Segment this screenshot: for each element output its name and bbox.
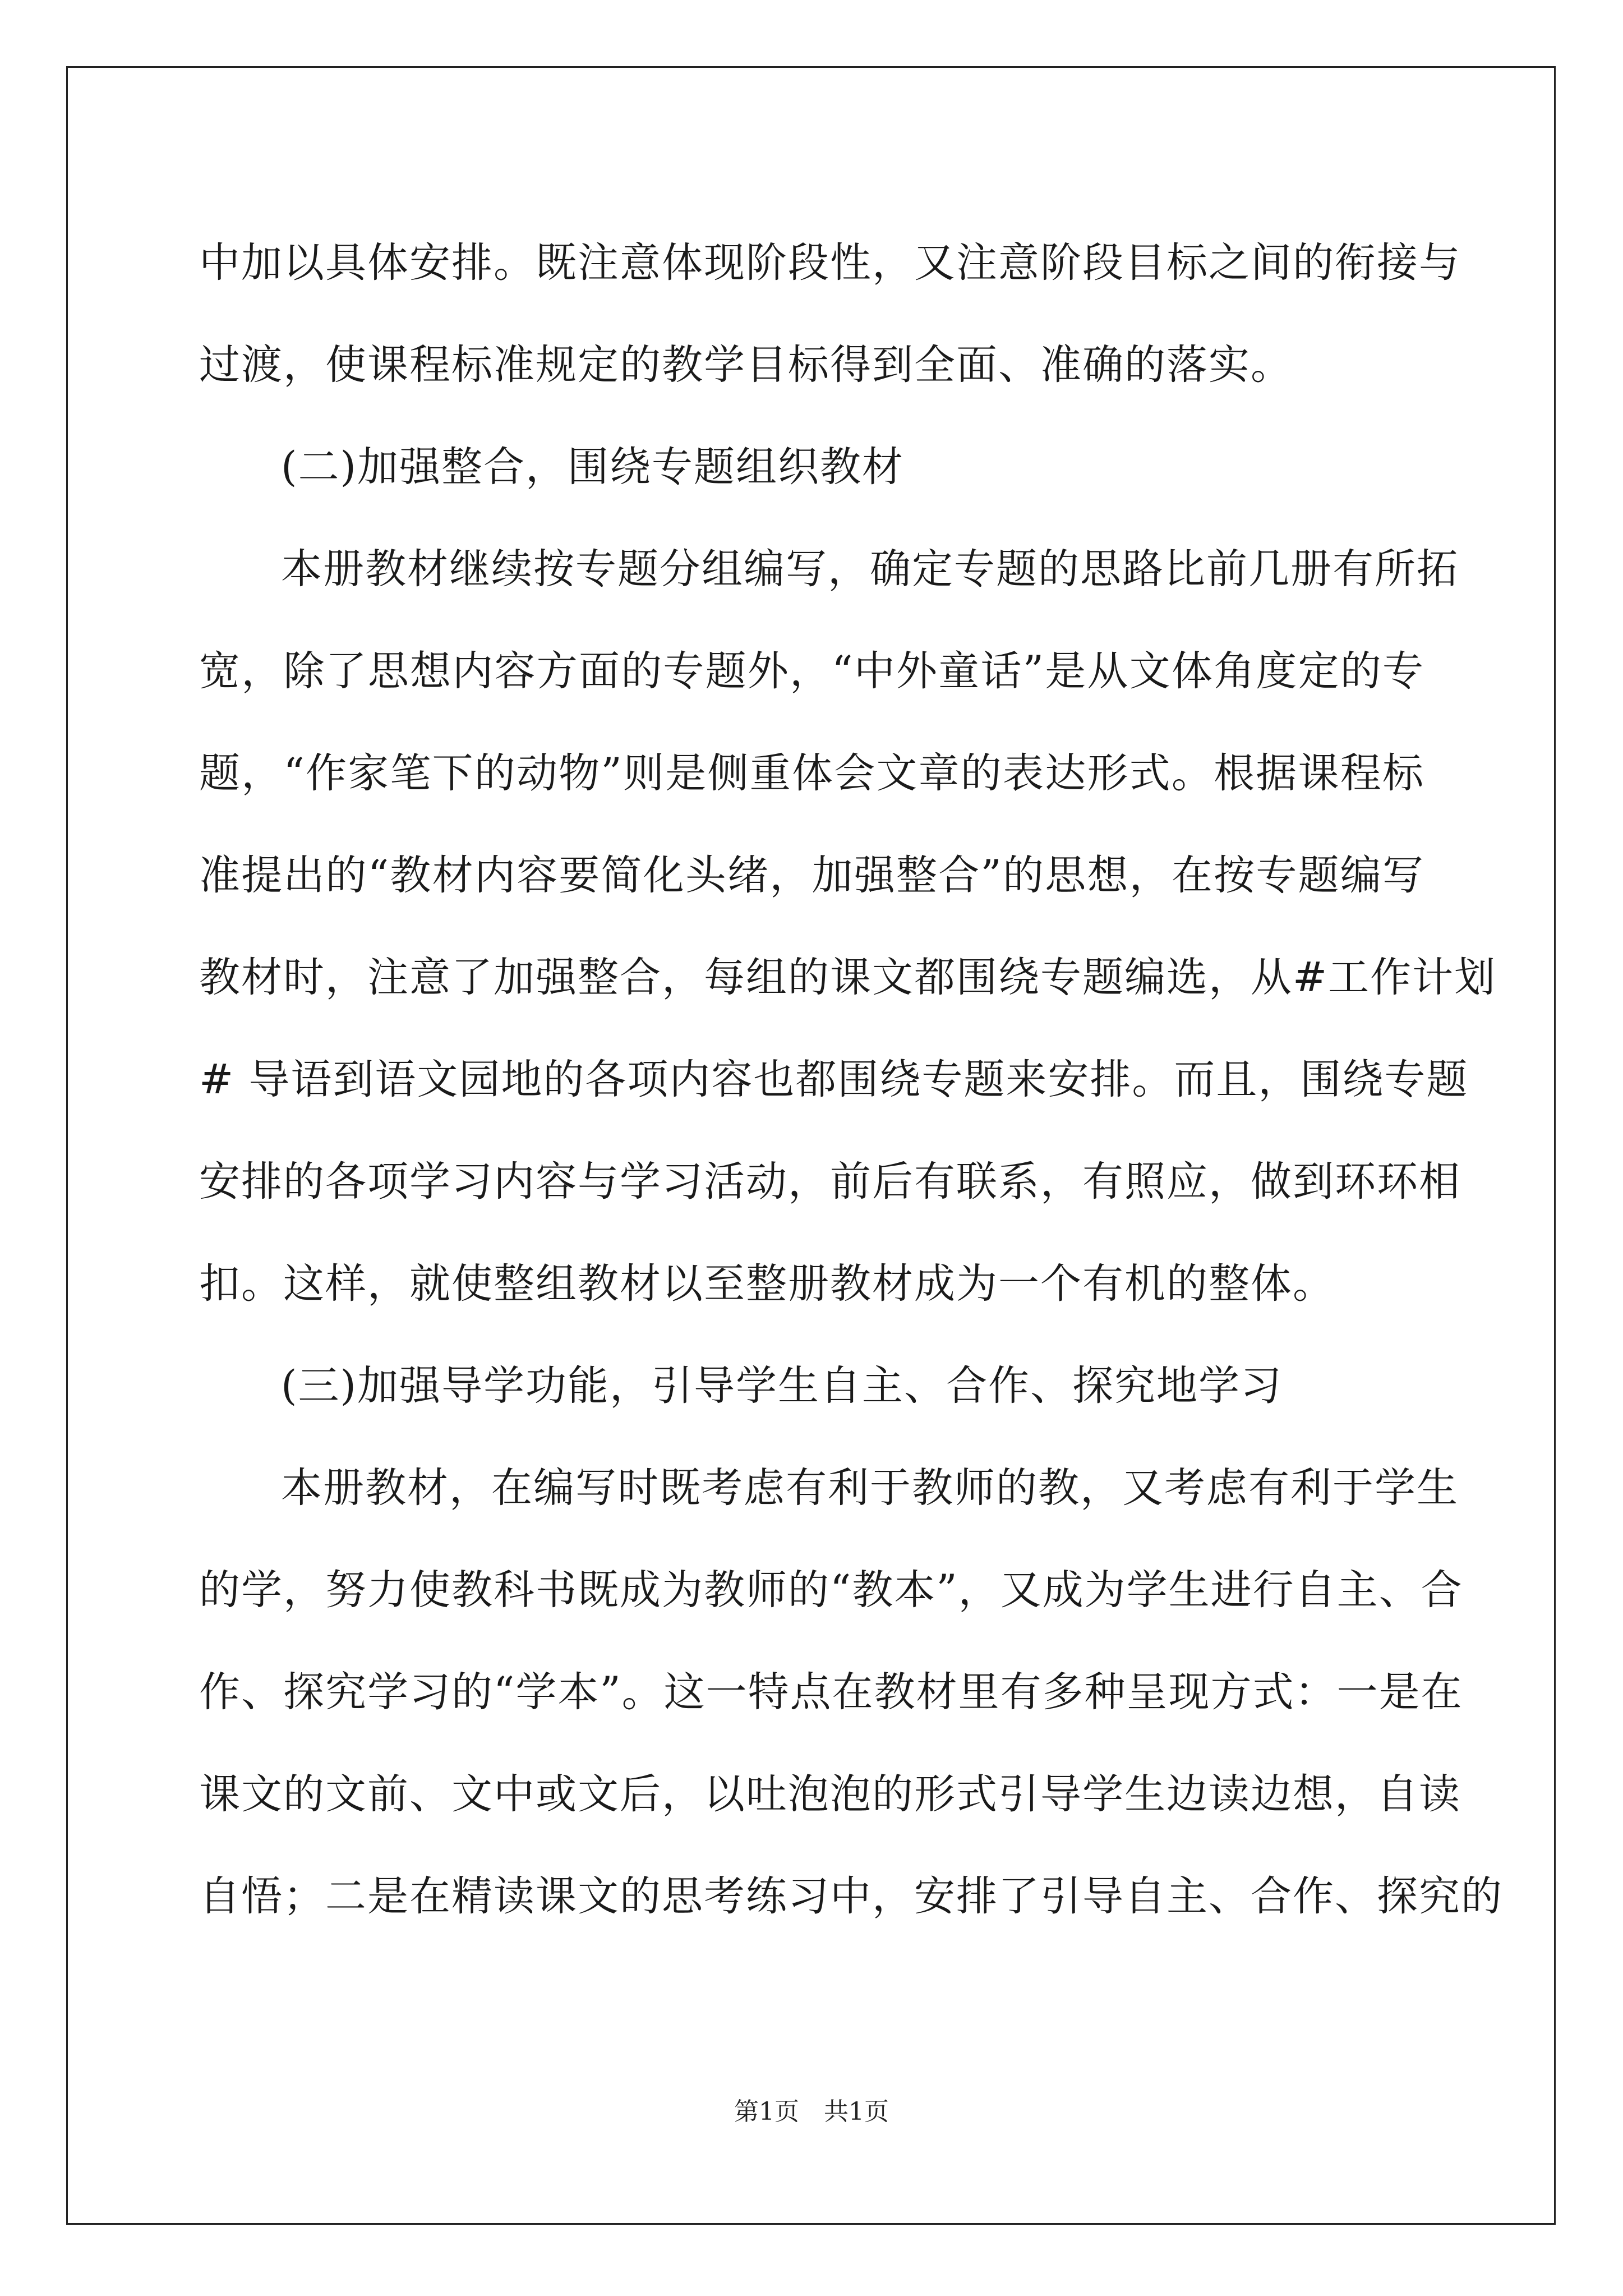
page-number: 第1页 共1页 — [734, 2097, 889, 2126]
section-heading: (二)加强整合，围绕专题组织教材 — [281, 443, 904, 491]
text-line: 的学，努力使教科书既成为教师的“教本”，又成为学生进行自主、合 — [199, 1566, 1463, 1614]
text-line: 作、探究学习的“学本”。这一特点在教材里有多种呈现方式：一是在 — [199, 1668, 1463, 1716]
section-heading: (三)加强导学功能，引导学生自主、合作、探究地学习 — [281, 1362, 1283, 1410]
text-line: 宽，除了思想内容方面的专题外，“中外童话”是从文体角度定的专 — [199, 647, 1424, 695]
text-line: 中加以具体安排。既注意体现阶段性，又注意阶段目标之间的衔接与 — [199, 239, 1461, 287]
text-line: 教材时，注意了加强整合，每组的课文都围绕专题编选，从#工作计划 — [199, 954, 1497, 1001]
document-body — [199, 212, 1503, 1948]
text-line: 扣。这样，就使整组教材以至整册教材成为一个有机的整体。 — [199, 1260, 1335, 1308]
text-line: 准提出的“教材内容要简化头绪，加强整合”的思想，在按专题编写 — [199, 852, 1424, 899]
text-line: 本册教材继续按专题分组编写，确定专题的思路比前几册有所拓 — [281, 545, 1459, 593]
text-line: # 导语到语文园地的各项内容也都围绕专题来安排。而且，围绕专题 — [199, 1056, 1469, 1103]
text-line: 自悟；二是在精读课文的思考练习中，安排了引导自主、合作、探究的 — [199, 1872, 1503, 1920]
text-line: 本册教材，在编写时既考虑有利于教师的教，又考虑有利于学生 — [281, 1464, 1459, 1512]
text-line: 课文的文前、文中或文后，以吐泡泡的形式引导学生边读边想，自读 — [199, 1770, 1461, 1818]
page-footer — [0, 2095, 1623, 2129]
text-line: 安排的各项学习内容与学习活动，前后有联系，有照应，做到环环相 — [199, 1158, 1461, 1205]
text-line: 过渡，使课程标准规定的教学目标得到全面、准确的落实。 — [199, 341, 1293, 389]
text-line: 题，“作家笔下的动物”则是侧重体会文章的表达形式。根据课程标 — [199, 749, 1424, 797]
